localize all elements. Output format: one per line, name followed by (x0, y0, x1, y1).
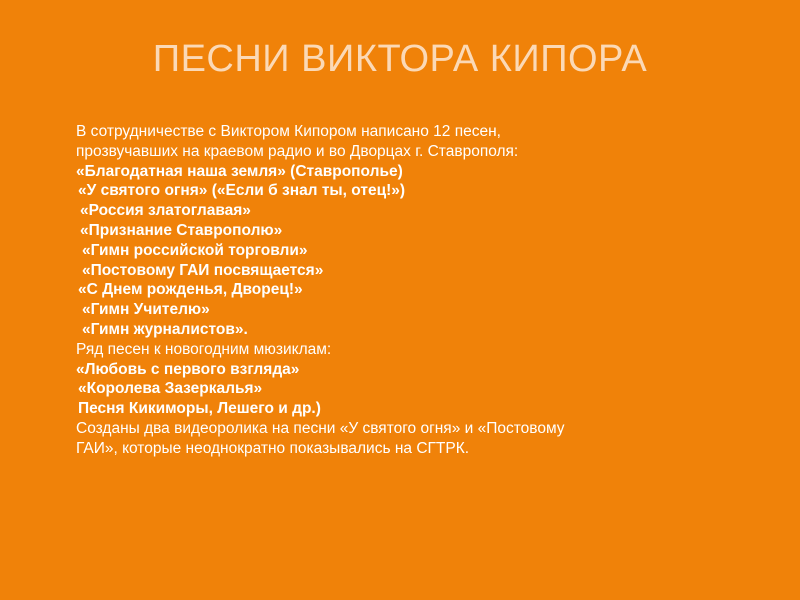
song-item: «Гимн российской торговли» (82, 241, 308, 259)
song-item: «Признание Ставрополю» (80, 221, 283, 239)
song-item: «У святого огня» («Если б знал ты, отец!») (78, 182, 406, 200)
musicals-heading: Ряд песен к новогодним мюзиклам: (76, 340, 332, 358)
musical-item: «Любовь с первого взгляда» (76, 360, 300, 378)
song-item: «С Днем рожденья, Дворец!» (78, 281, 303, 299)
intro-line-1: В сотрудничестве с Виктором Кипором написано 12 песен, (76, 123, 501, 140)
song-item: «Постовому ГАИ посвящается» (82, 261, 324, 279)
slide-title: ПЕСНИ ВИКТОРА КИПОРА (152, 38, 648, 80)
song-item: «Гимн журналистов». (82, 320, 248, 338)
song-item: «Благодатная наша земля» (Ставрополье) (76, 162, 403, 180)
video-line-2: ГАИ», которые неоднократно показывались на СГТРК. (76, 439, 470, 457)
video-line-1: Созданы два видеоролика на песни «У святого огня» и «Постовому (76, 419, 565, 437)
song-item: «Гимн Учителю» (82, 301, 210, 319)
slide-body (76, 122, 676, 459)
musical-item: Песня Кикиморы, Лешего и др.) (78, 400, 321, 418)
song-item: «Россия златоглавая» (80, 202, 251, 220)
intro-line-2: прозвучавших на краевом радио и во Дворцах г. Ставрополя: (76, 142, 519, 160)
musical-item: «Королева Зазеркалья» (78, 380, 263, 398)
